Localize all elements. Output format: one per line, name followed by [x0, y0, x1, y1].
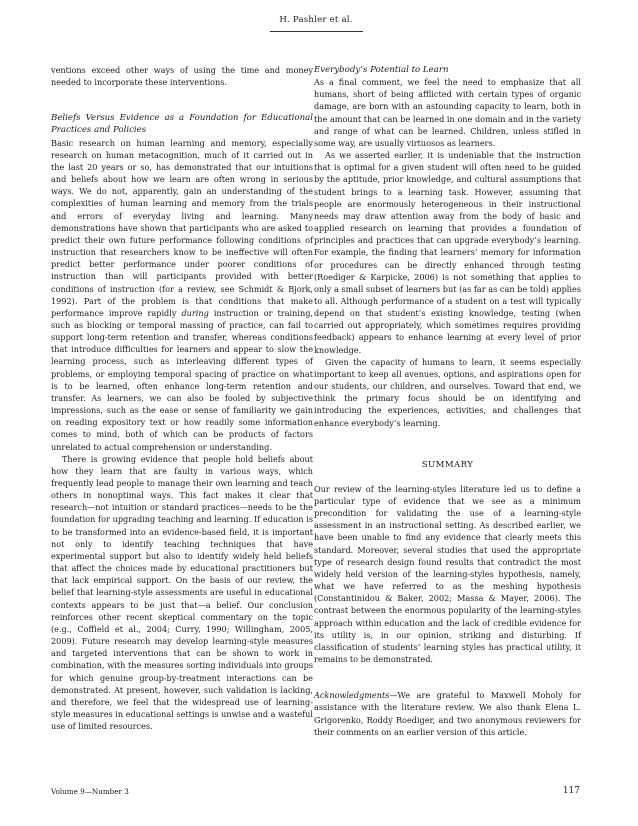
paragraph: As we asserted earlier, it is undeniable that the instruction that is optimal for a given student will often need to be guided by the aptitude, prior knowledge, and cultural assumptions that student brings to a learning task. However, assuming that people are enormously heterogeneous in their instructional needs may draw attention away from the body of basic and applied research on learning that provides a foundation of principles and practices that can upgrade everybody’s learning. For example, the finding that learners’ memory for information or procedures can be directly enhanced through testing (Roediger & Karpicke, 2006) is not something that applies to only a small subset of learners but (as far as can be told) applies to all. Although performance of a student on a test will typically depend on that student’s existing knowledge, testing (when carried out appropriately, which sometimes requires providing feedback) appears to enhance learning at every level of prior knowledge. [314, 150, 581, 355]
page-number: 117 [562, 786, 580, 796]
running-header: H. Pashler et al. [279, 15, 353, 25]
section-title-beliefs: Beliefs Versus Evidence as a Foundation for Educational Practices and Policies [51, 113, 313, 136]
continued-paragraph: ventions exceed other ways of using the time and money needed to incorporate these interventions. [51, 65, 313, 88]
paragraph: Given the capacity of humans to learn, it seems especially important to keep all avenues, options, and aspirations open for our students, our children, and ourselves. Toward that end, we think the primary focus should be on identifying and introducing the experiences, activities, and challenges that enhance everybody’s learning. [314, 356, 581, 428]
paragraph: As a final comment, we feel the need to emphasize that all humans, short of being afflicted with certain types of organic damage, are born with an astounding capacity to learn, both in the amount that can be learned in one domain and in the variety and range of what can be learned. Children, unless stifled in some way, are usually virtuosos as learners. [314, 77, 581, 148]
paragraph-text: Basic research on human learning and memory, especially research on human metacognition, much of it carried out in the last 20 years or so, has demonstrated that our intuitions and beliefs about how we learn are often wrong in serious ways. We do not, apparently, gain an understanding of the complexities of human learning and memory from the trials and errors of everyday living and learning. Many demonstrations have shown that participants who are asked to predict their own future performance following conditions of instruction that researchers know to be ineffective will often predict better performance under poorer conditions of instruction than will participants provided with better conditions of instruction (for a review, see Schmidt & Bjork, 1992). Part of the problem is that conditions that make performance improve rapidly [51, 137, 313, 318]
paragraph: There is growing evidence that people hold beliefs about how they learn that are faulty in various ways, which frequently lead people to manage their own learning and teach others in nonoptimal ways. This fact makes it clear that research—not intuition or standard practices—needs to be the foundation for upgrading teaching and learning. If education is to be transformed into an evidence-based field, it is important not only to identify teaching techniques that have experimental support but also to identify widely held beliefs that affect the choices made by educational practitioners but that lack empirical support. On the basis of our review, the belief that learning-style assessments are useful in educational contexts appears to be just that—a belief. Our conclusion reinforces other recent skeptical commentary on the topic (e.g., Coffield et al., 2004; Curry, 1990; Willingham, 2005, 2009). Future research may develop learning-style measures and targeted interventions that can be shown to work in combination, with the measures sorting individuals into groups for which genuine group-by-treatment interactions can be demonstrated. At present, however, such validation is lacking, and therefore, we feel that the widespread use of learning-style measures in educational settings is unwise and a wasteful use of limited resources. [51, 453, 313, 732]
spacer [314, 429, 581, 459]
volume-footer: Volume 9—Number 3 [51, 787, 129, 796]
spacer [51, 88, 313, 112]
right-column [314, 64, 581, 738]
emphasis-text: during [181, 307, 209, 318]
header-rule [270, 31, 363, 32]
section-title-potential: Everybody’s Potential to Learn [314, 65, 449, 75]
left-column [51, 64, 313, 732]
spacer [314, 665, 581, 689]
spacer [314, 471, 581, 483]
acknowledgments-text: —We are grateful to Maxwell Moholy for assistance with the literature review. We also thank Elena L. Grigorenko, Roddy Roediger, and two anonymous reviewers for their comments on an earlier version of this article. [314, 690, 581, 737]
acknowledgments [314, 689, 581, 738]
acknowledgments-label: Acknowledgments [314, 690, 390, 701]
summary-paragraph: Our review of the learning-styles literature led us to define a particular type of evidence that we see as a minimum precondition for validating the use of a learning-style assessment in an instructional setting. As described earlier, we have been unable to find any evidence that clearly meets this standard. Moreover, several studies that used the appropriate type of research design found results that contradict the most widely held version of the learning-styles hypothesis, namely, what we have referred to as the meshing hypothesis (Constantinidou & Baker, 2002; Massa & Mayer, 2006). The contrast between the enormous popularity of the learning-styles approach within education and the lack of credible evidence for its utility is, in our opinion, striking and disturbing. If classification of students’ learning styles has practical utility, it remains to be demonstrated. [314, 483, 581, 665]
summary-heading: SUMMARY [421, 459, 474, 470]
paragraph-text: instruction or training, such as blocking or temporal massing of practice, can fail to support long-term retention and transfer, whereas conditions that introduce difficulties for learners and appear to slow the learning process, such as interleaving different types of problems, or employing temporal spacing of practice on what is to be learned, often enhance long-term retention and transfer. As learners, we can also be fooled by subjective impressions, such as the ease or sense of familiarity we gain on reading expository text or how readily some information comes to mind, both of which can be products of factors unrelated to actual comprehension or understanding. [51, 307, 313, 452]
paragraph [51, 137, 313, 453]
